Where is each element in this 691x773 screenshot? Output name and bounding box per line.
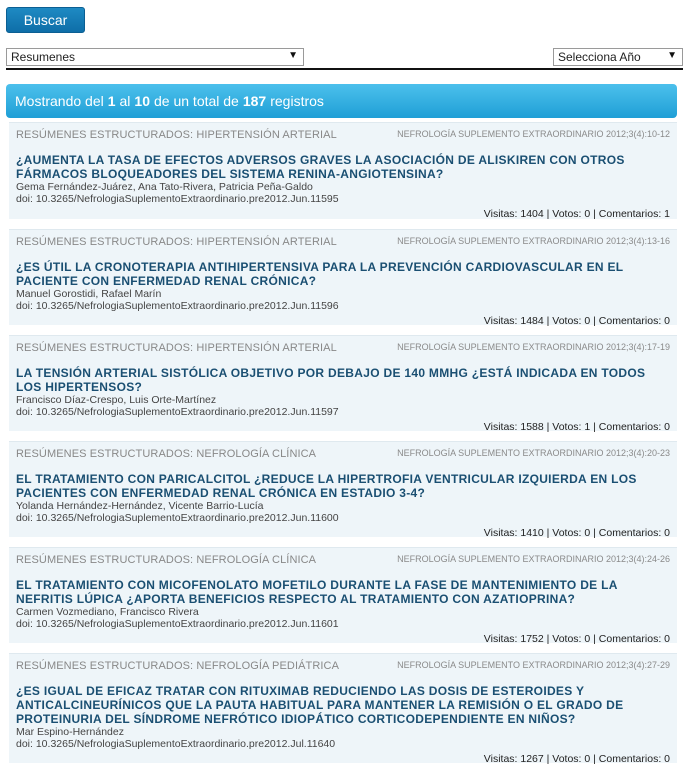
results-sep1: al <box>119 93 131 109</box>
authors: Gema Fernández-Juárez, Ana Tato-Rivera, Patricia Peña-Galdo <box>16 181 313 193</box>
section-label: RESÚMENES ESTRUCTURADOS: NEFROLOGÍA PEDIÁTRICA <box>16 660 340 672</box>
journal-ref: NEFROLOGÍA SUPLEMENTO EXTRAORDINARIO 2012;3(4):27-29 <box>397 660 670 670</box>
doi: doi: 10.3265/NefrologiaSuplementoExtraordinario.pre2012.Jun.11601 <box>16 618 339 630</box>
article-stats: Visitas: 1404 | Votos: 0 | Comentarios: 1 <box>483 208 670 220</box>
authors: Mar Espino-Hernández <box>16 726 124 738</box>
article-stats: Visitas: 1484 | Votos: 0 | Comentarios: 0 <box>483 315 670 327</box>
dropdown-arrow-icon: ▼ <box>288 50 298 61</box>
results-total: 187 <box>242 93 267 109</box>
list-item <box>9 122 677 219</box>
divider <box>6 68 683 70</box>
section-label: RESÚMENES ESTRUCTURADOS: NEFROLOGÍA CLÍNICA <box>16 448 317 460</box>
type-select-value: Resumenes <box>11 50 76 64</box>
journal-ref: NEFROLOGÍA SUPLEMENTO EXTRAORDINARIO 2012;3(4):20-23 <box>397 448 670 458</box>
authors: Manuel Gorostidi, Rafael Marín <box>16 288 162 300</box>
journal-ref: NEFROLOGÍA SUPLEMENTO EXTRAORDINARIO 2012;3(4):10-12 <box>397 129 670 139</box>
list-item <box>9 335 677 431</box>
results-suffix: registros <box>270 93 324 109</box>
authors: Yolanda Hernández-Hernández, Vicente Barrio-Lucía <box>16 500 264 512</box>
results-from: 1 <box>107 93 116 109</box>
type-select[interactable] <box>6 48 304 66</box>
search-button[interactable]: Buscar <box>6 7 85 33</box>
article-title-link[interactable]: EL TRATAMIENTO CON MICOFENOLATO MOFETILO DURANTE LA FASE DE MANTENIMIENTO DE LA NEFRITIS LÚPICA ¿APORTA BENEFICIOS RESPECTO AL TRATAMIENTO CON AZATIOPRINA? <box>16 578 618 606</box>
article-stats: Visitas: 1752 | Votos: 0 | Comentarios: 0 <box>483 633 670 645</box>
article-title-link[interactable]: LA TENSIÓN ARTERIAL SISTÓLICA OBJETIVO POR DEBAJO DE 140 MMHG ¿ESTÁ INDICADA EN TODOS LOS HIPERTENSOS? <box>16 366 646 394</box>
results-to: 10 <box>134 93 150 109</box>
section-label: RESÚMENES ESTRUCTURADOS: NEFROLOGÍA CLÍNICA <box>16 554 317 566</box>
journal-ref: NEFROLOGÍA SUPLEMENTO EXTRAORDINARIO 2012;3(4):13-16 <box>397 236 670 246</box>
doi: doi: 10.3265/NefrologiaSuplementoExtraordinario.pre2012.Jun.11595 <box>16 193 339 205</box>
year-select[interactable] <box>553 48 683 66</box>
section-label: RESÚMENES ESTRUCTURADOS: HIPERTENSIÓN ARTERIAL <box>16 342 337 354</box>
list-item <box>9 441 677 537</box>
article-title-link[interactable]: ¿ES ÚTIL LA CRONOTERAPIA ANTIHIPERTENSIVA PARA LA PREVENCIÓN CARDIOVASCULAR EN EL PACIENTE CON ENFERMEDAD RENAL CRÓNICA? <box>16 260 624 288</box>
article-stats: Visitas: 1267 | Votos: 0 | Comentarios: 0 <box>483 753 670 765</box>
journal-ref: NEFROLOGÍA SUPLEMENTO EXTRAORDINARIO 2012;3(4):17-19 <box>397 342 670 352</box>
dropdown-arrow-icon: ▼ <box>667 50 677 61</box>
doi: doi: 10.3265/NefrologiaSuplementoExtraordinario.pre2012.Jun.11596 <box>16 300 339 312</box>
article-title-link[interactable]: ¿AUMENTA LA TASA DE EFECTOS ADVERSOS GRAVES LA ASOCIACIÓN DE ALISKIREN CON OTROS FÁRMACOS BLOQUEADORES DEL SISTEMA RENINA-ANGIOTENSINA? <box>16 153 625 181</box>
doi: doi: 10.3265/NefrologiaSuplementoExtraordinario.pre2012.Jun.11597 <box>16 406 339 418</box>
journal-ref: NEFROLOGÍA SUPLEMENTO EXTRAORDINARIO 2012;3(4):24-26 <box>397 554 670 564</box>
section-label: RESÚMENES ESTRUCTURADOS: HIPERTENSIÓN ARTERIAL <box>16 236 337 248</box>
results-summary <box>6 84 677 118</box>
list-item <box>9 653 677 763</box>
doi: doi: 10.3265/NefrologiaSuplementoExtraordinario.pre2012.Jul.11640 <box>16 738 336 750</box>
results-prefix: Mostrando del <box>15 93 104 109</box>
authors: Carmen Vozmediano, Francisco Rivera <box>16 606 199 618</box>
article-stats: Visitas: 1588 | Votos: 1 | Comentarios: 0 <box>483 421 670 433</box>
doi: doi: 10.3265/NefrologiaSuplementoExtraordinario.pre2012.Jun.11600 <box>16 512 339 524</box>
article-stats: Visitas: 1410 | Votos: 0 | Comentarios: 0 <box>483 527 670 539</box>
list-item <box>9 547 677 643</box>
authors: Francisco Díaz-Crespo, Luis Orte-Martínez <box>16 394 217 406</box>
year-select-value: Selecciona Año <box>558 50 641 64</box>
list-item <box>9 229 677 325</box>
article-title-link[interactable]: ¿ES IGUAL DE EFICAZ TRATAR CON RITUXIMAB REDUCIENDO LAS DOSIS DE ESTEROIDES Y ANTICALCINEURÍNICOS QUE LA PAUTA HABITUAL PARA MANTENER LA REMISIÓN O EL GRADO DE PROTEINURIA DEL SÍNDROME NEFRÓTICO IDIOPÁTICO CORTICODEPENDIENTE EN NIÑOS? <box>16 684 624 726</box>
results-sep2: de un total de <box>154 93 239 109</box>
section-label: RESÚMENES ESTRUCTURADOS: HIPERTENSIÓN ARTERIAL <box>16 129 337 141</box>
results-list <box>9 122 677 773</box>
article-title-link[interactable]: EL TRATAMIENTO CON PARICALCITOL ¿REDUCE LA HIPERTROFIA VENTRICULAR IZQUIERDA EN LOS PACIENTES CON ENFERMEDAD RENAL CRÓNICA EN ESTADIO 3-4? <box>16 472 637 500</box>
